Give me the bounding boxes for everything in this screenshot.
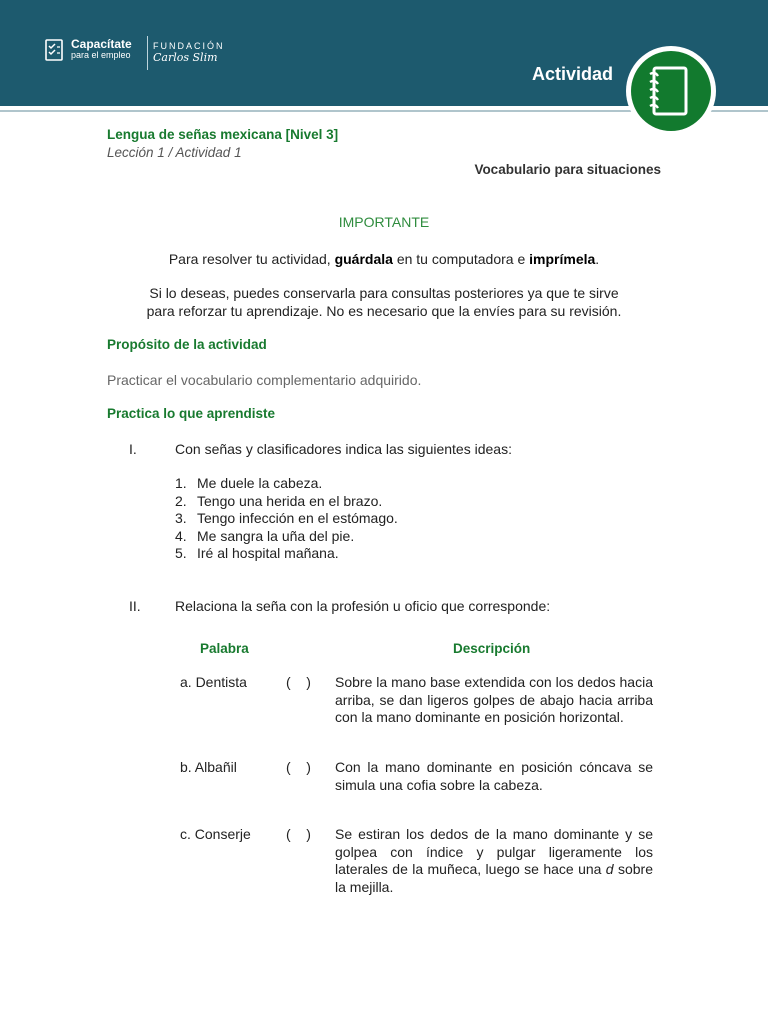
list-item [175,510,398,528]
print-emphasis: imprímela [529,251,596,267]
instruction-paragraph [107,250,661,268]
instruction-text: Para resolver tu actividad, [168,251,335,267]
description-text: sobre la mejilla. [335,861,653,895]
section-instruction: Relaciona la seña con la profesión u oficio que corresponde: [175,598,551,614]
logo-main-text: Capacítate [71,37,132,51]
list-item [175,545,398,563]
important-heading: IMPORTANTE [338,214,430,230]
list-number: 2. [175,492,187,509]
description-text: Se estiran los dedos de la mano dominante y se golpea con índice y pulgar ligeramente los laterales de la muñeca, luego se hace una [335,826,653,878]
purpose-title: Propósito de la actividad [107,337,267,352]
answer-blank[interactable]: ( ) [286,674,311,690]
activity-badge [626,46,716,136]
list-number: 3. [175,510,187,527]
fundacion-logo [153,41,225,64]
match-word: a. Dentista [180,674,247,690]
match-word: b. Albañil [180,759,237,775]
answer-blank[interactable]: ( ) [286,759,311,775]
checklist-icon [44,38,66,62]
list-text: Me duele la cabeza. [197,475,323,491]
note-paragraph [107,284,661,320]
lesson-label: Lección 1 / Actividad 1 [107,145,242,160]
fundacion-label: FUNDACIÓN [153,41,225,51]
column-header-word: Palabra [200,641,249,656]
ideas-list [175,475,398,563]
section-instruction: Con señas y clasificadores indica las siguientes ideas: [175,441,512,457]
match-description: Con la mano dominante en posición cóncava se simula una cofia sobre la cabeza. [335,759,653,793]
list-number: 4. [175,527,187,544]
column-header-description: Descripción [453,641,531,656]
practice-title: Practica lo que aprendiste [107,406,276,421]
note-line: para reforzar tu aprendizaje. No es necesario que la envíes para su revisión. [146,303,622,319]
match-description [335,826,653,896]
section-numeral: II. [129,598,141,614]
list-text: Me sangra la uña del pie. [197,527,355,544]
logo-divider [147,36,148,70]
list-text: Iré al hospital mañana. [197,545,339,562]
match-description: Sobre la mano base extendida con los dedos hacia arriba, se dan ligeros golpes de abajo hacia arriba con la mano dominante en posición horizontal. [335,674,653,726]
logo-sub-text: para el empleo [71,50,131,60]
purpose-text: Practicar el vocabulario complementario adquirido. [107,372,422,388]
fundacion-signature: Carlos Slim [153,51,218,64]
note-line: Si lo deseas, puedes conservarla para consultas posteriores ya que te sirve [149,285,619,301]
answer-blank[interactable]: ( ) [286,826,311,842]
list-number: 1. [175,475,187,491]
match-word: c. Conserje [180,826,251,842]
description-italic-letter: d [605,861,614,878]
list-item [175,475,398,493]
list-text: Tengo infección en el estómago. [197,510,398,527]
save-emphasis: guárdala [334,251,393,267]
course-title: Lengua de señas mexicana [Nivel 3] [107,127,339,142]
activity-label: Actividad [532,64,614,84]
section-numeral: I. [129,441,137,457]
instruction-text: en tu computadora e [392,251,530,267]
list-text: Tengo una herida en el brazo. [197,492,383,509]
capacitate-logo [44,38,132,62]
topic-title: Vocabulario para situaciones [474,162,661,177]
list-item [175,528,398,546]
list-number: 5. [175,545,187,562]
list-item [175,493,398,511]
notebook-icon [626,46,716,136]
instruction-text: . [595,251,600,267]
